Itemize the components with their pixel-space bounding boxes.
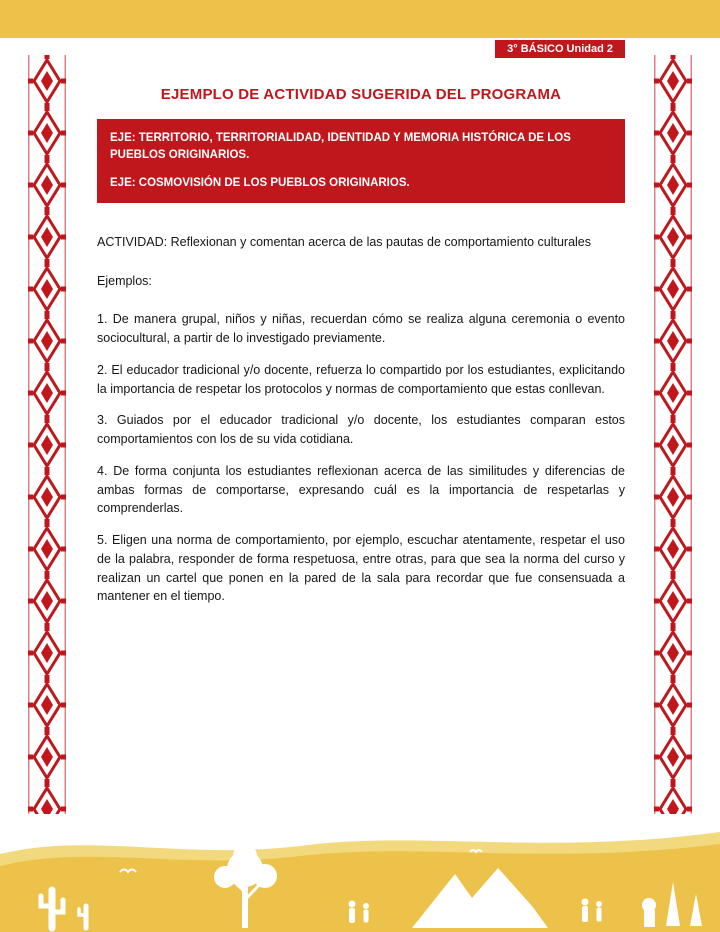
- main-content: [97, 86, 625, 619]
- activity-item-1: 1. De manera grupal, niños y niñas, recuerdan cómo se realiza alguna ceremonia o evento sociocultural, a partir de lo investigado previamente.: [97, 312, 625, 345]
- activity-item-3: 3. Guiados por el educador tradicional y/o docente, los estudiantes comparan estos comportamientos con los de su vida cotidiana.: [97, 413, 625, 446]
- activity-item-5: 5. Eligen una norma de comportamiento, por ejemplo, escuchar atentamente, respetar el uso de la palabra, responder de forma respetuosa, entre otras, para que sea la norma del curso y realizan un cartel que ponen en la pared de la sala para recordar que fue consensuada a mantener en el tiempo.: [97, 533, 625, 604]
- unit-badge: 3° BÁSICO Unidad 2: [495, 40, 625, 58]
- eje-line-cosmovision: EJE: COSMOVISIÓN DE LOS PUEBLOS ORIGINARIOS.: [110, 176, 410, 189]
- footer-wave-main: [0, 844, 720, 932]
- activity-body: [97, 233, 625, 606]
- eje-line-territorio: EJE: TERRITORIO, TERRITORIALIDAD, IDENTIDAD Y MEMORIA HISTÓRICA DE LOS PUEBLOS ORIGINARIOS.: [110, 132, 571, 162]
- activity-item-4: 4. De forma conjunta los estudiantes reflexionan acerca de las similitudes y diferencias de ambas formas de comportarse, expresando cuál es la importancia de respetarlas y comprenderlas.: [97, 463, 625, 516]
- footer-illustration: [0, 814, 720, 932]
- page-title: EJEMPLO DE ACTIVIDAD SUGERIDA DEL PROGRAMA: [160, 86, 562, 103]
- eje-highlight-box: [97, 119, 625, 203]
- activity-item-2: 2. El educador tradicional y/o docente, refuerza lo compartido por los estudiantes, explicitando la importancia de respetar los protocolos y normas de comportamiento que estas conllevan.: [97, 362, 625, 396]
- landscape-silhouette-graphic: [0, 814, 720, 932]
- top-yellow-bar: [0, 0, 720, 38]
- right-textile-border-decoration: [654, 55, 692, 835]
- examples-label: Ejemplos:: [97, 273, 152, 288]
- activity-statement: ACTIVIDAD: Reflexionan y comentan acerca de las pautas de comportamiento culturales: [97, 234, 591, 249]
- left-textile-border-decoration: [28, 55, 66, 835]
